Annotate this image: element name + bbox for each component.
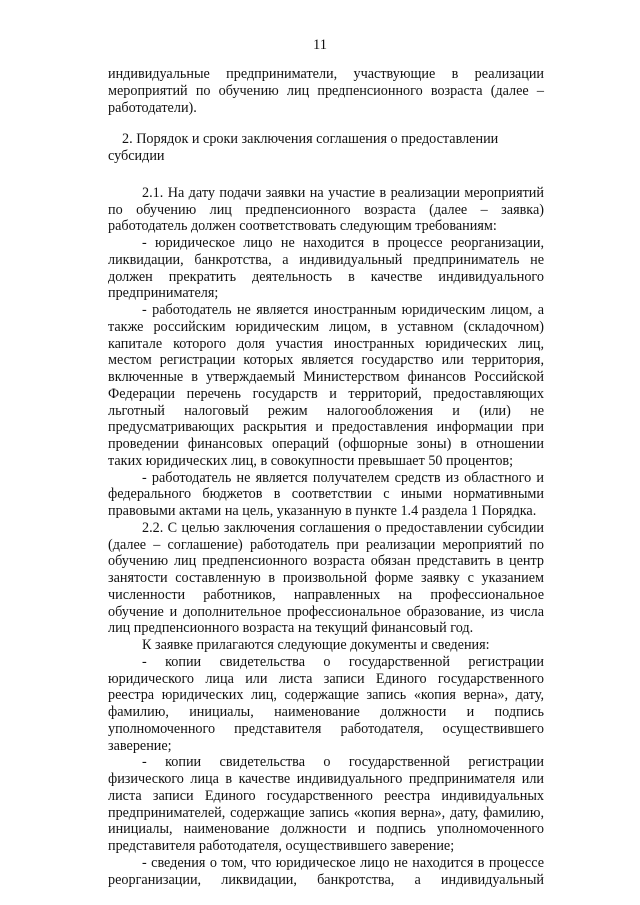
spacer <box>108 116 544 131</box>
attachments-intro: К заявке прилагаются следующие документы и сведения: <box>142 637 490 653</box>
requirement-no-other-budget-funds: - работодатель не является получателем средств из областного и федерального бюджетов в соответствии с иными нормативными правовыми актами на цель, указанную в пункте 1.4 раздела 1 Порядка. <box>108 469 544 519</box>
document-body <box>108 66 544 888</box>
attachment-legal-entity-certificate: - копии свидетельства о государственной регистрации юридического лица или листа записи Единого государственного реестра юридических лиц, содержащие запись «копия верна», дату, фамилию, инициалы, наименование должности и подпись уполномоченного представителя работодателя, осуществившего заверение; <box>108 653 544 754</box>
attachment-status-information: - сведения о том, что юридическое лицо не находится в процессе реорганизации, ликвидации, банкротства, а индивидуальный <box>108 854 544 888</box>
spacer <box>108 165 544 185</box>
intro-paragraph: индивидуальные предприниматели, участвующие в реализации мероприятий по обучению лиц предпенсионного возраста (далее – работодатели). <box>108 66 544 116</box>
requirement-no-reorganization: - юридическое лицо не находится в процессе реорганизации, ликвидации, банкротства, а индивидуальный предприниматель не должен прекратить деятельность в качестве индивидуального предпринимателя; <box>108 235 544 302</box>
requirement-not-foreign-entity: - работодатель не является иностранным юридическим лицом, а также российским юридическим лицом, в уставном (складочном) капитале которого доля участия иностранных юридических лиц, местом регистрации которых является государство или территория, включенные в утверждаемый Министерством финансов Российской Федерации перечень государств и территорий, предоставляющих льготный налоговый режим налогообложения и (или) не предусматривающих раскрытия и предоставления информации при проведении финансовых операций (офшорные зоны) в отношении таких юридических лиц, в совокупности превышает 50 процентов; <box>108 302 544 469</box>
paragraph-2-2: 2.2. С целью заключения соглашения о предоставлении субсидии (далее – соглашение) работодатель при реализации мероприятий по обучению лиц предпенсионного возраста обязан представить в центр занятости составленную в произвольной форме заявку с указанием численности работников, направленных на профессиональное обучение и дополнительное профессиональное образование, из числа лиц предпенсионного возраста на текущий финансовый год. <box>108 519 544 637</box>
attachment-entrepreneur-certificate: - копии свидетельства о государственной регистрации физического лица в качестве индивидуального предпринимателя или листа записи Единого государственного реестра индивидуальных предпринимателей, содержащие запись «копия верна», дату, фамилию, инициалы, наименование должности и подпись уполномоченного представителя работодателя, осуществившего заверение; <box>108 754 544 854</box>
page-number: 11 <box>313 37 327 53</box>
paragraph-2-1: 2.1. На дату подачи заявки на участие в реализации мероприятий по обучению лиц предпенсионного возраста (далее – заявка) работодатель должен соответствовать следующим требованиям: <box>108 184 544 235</box>
section-heading: 2. Порядок и сроки заключения соглашения о предоставлении субсидии <box>108 131 499 164</box>
